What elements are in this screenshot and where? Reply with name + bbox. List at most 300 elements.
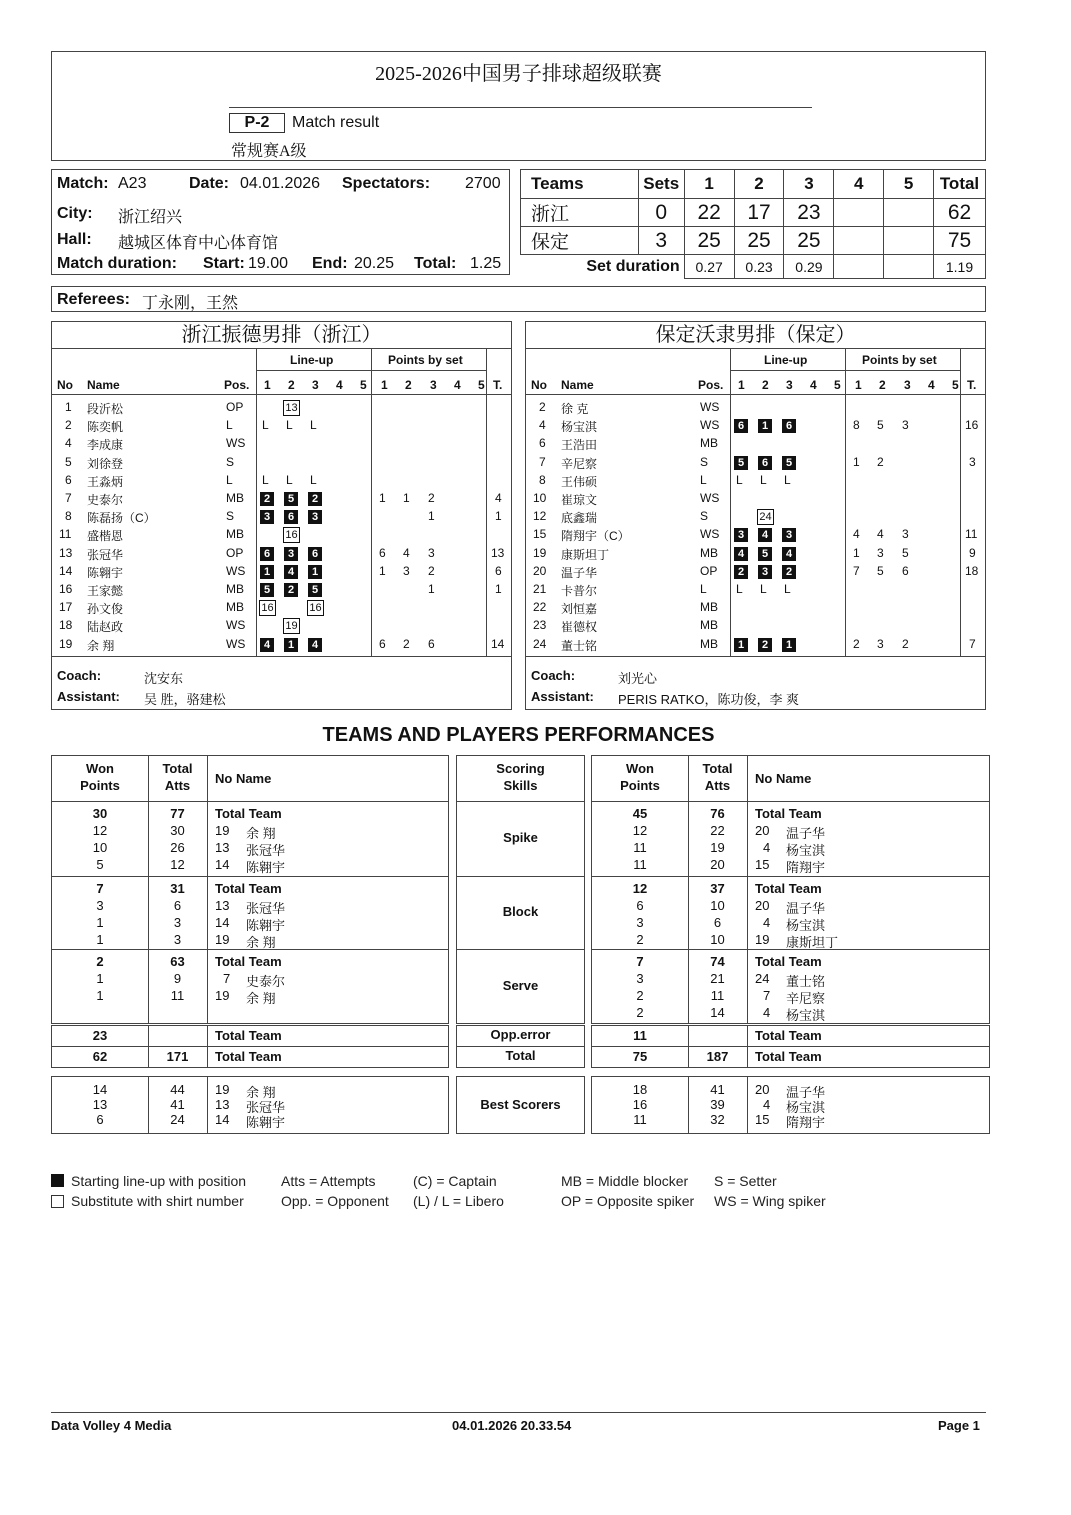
player-name: 史泰尔 bbox=[87, 493, 124, 507]
hall-label: Hall: bbox=[57, 231, 92, 248]
score-header-set4: 4 bbox=[834, 170, 884, 199]
player-number: 20 bbox=[533, 563, 547, 578]
player-number: 16 bbox=[59, 582, 73, 596]
set-points: 2 bbox=[902, 636, 909, 651]
hall-value: 越城区体育中心体育馆 bbox=[118, 235, 279, 252]
player-position: MB bbox=[700, 618, 718, 633]
player-number: 8 bbox=[65, 509, 72, 524]
player-name: 陆赵政 bbox=[87, 620, 124, 635]
won-points: 11 bbox=[633, 1112, 647, 1127]
won-points: 18 bbox=[632, 1082, 648, 1097]
lineup-set-header: 3 bbox=[786, 378, 793, 392]
won-points: 5 bbox=[96, 857, 104, 872]
col-pos-header: Pos. bbox=[698, 378, 724, 392]
referees-box bbox=[51, 286, 986, 312]
player-name: 杨宝淇 bbox=[786, 1008, 826, 1023]
perf-col-divider bbox=[207, 1047, 208, 1067]
player-name: 余 翔 bbox=[87, 638, 115, 653]
player-shirt-number: 19 bbox=[215, 988, 230, 1003]
starting-position: 2 bbox=[782, 565, 796, 579]
points-set-header: 2 bbox=[405, 378, 412, 392]
total-time: 1.25 bbox=[470, 255, 502, 272]
perf-col-divider bbox=[747, 1047, 748, 1067]
starting-position: 5 bbox=[284, 492, 298, 506]
score-set2: 17 bbox=[734, 199, 784, 227]
set-points: 1 bbox=[853, 454, 860, 469]
player-name: 张冠华 bbox=[87, 547, 124, 562]
lineup-set-header: 1 bbox=[264, 378, 271, 392]
player-total-points: 13 bbox=[491, 545, 505, 560]
starting-position: 6 bbox=[734, 419, 748, 433]
score-header-teams: Teams bbox=[521, 170, 639, 199]
score-row-home bbox=[521, 199, 986, 227]
legend-s: S = Setter bbox=[714, 1173, 777, 1189]
set-points: 6 bbox=[902, 563, 909, 578]
player-number: 1 bbox=[65, 400, 72, 414]
total-team-label: Total Team bbox=[215, 954, 282, 969]
set-points: 1 bbox=[853, 545, 860, 560]
player-shirt-number: 19 bbox=[755, 932, 770, 947]
opp-error-team-b bbox=[591, 1025, 990, 1047]
skill-name: Block bbox=[502, 904, 539, 919]
total-attempts: 10 bbox=[710, 898, 725, 913]
header-divider bbox=[229, 107, 812, 108]
perf-col-divider bbox=[747, 877, 748, 949]
set-points: 3 bbox=[877, 636, 884, 651]
player-number: 6 bbox=[539, 436, 546, 451]
total-team-label: Total Team bbox=[755, 954, 822, 969]
score-set3: 25 bbox=[784, 227, 834, 255]
lineup-set-header: 2 bbox=[762, 378, 769, 392]
player-number: 14 bbox=[59, 563, 73, 578]
player-number: 4 bbox=[539, 418, 546, 433]
points-set-header: 4 bbox=[454, 378, 461, 392]
perf-skill-cell bbox=[456, 801, 585, 877]
match-date: 04.01.2026 bbox=[240, 175, 321, 192]
player-name: 杨宝淇 bbox=[786, 1100, 826, 1115]
total-skill bbox=[456, 1046, 585, 1068]
perf-team-a-header bbox=[51, 755, 449, 802]
total-attempts: 171 bbox=[166, 1049, 189, 1064]
score-total: 75 bbox=[934, 227, 986, 255]
duration-label: Match duration: bbox=[57, 255, 177, 272]
player-name: 陈奕帆 bbox=[87, 420, 124, 435]
perf-block-team-a bbox=[51, 949, 449, 1024]
roster-footer-divider bbox=[52, 656, 511, 657]
player-name: 盛楷恩 bbox=[87, 529, 124, 544]
player-name: 隋翔宇（C） bbox=[561, 529, 630, 544]
set-points: 8 bbox=[853, 418, 860, 433]
score-sets: 0 bbox=[638, 199, 684, 227]
total-attempts: 24 bbox=[170, 1112, 185, 1127]
assistant-names: 吴 胜，骆建松 bbox=[144, 692, 226, 707]
col-atts-header: Total Atts bbox=[162, 761, 193, 793]
player-name: 李成康 bbox=[87, 438, 124, 453]
player-total-points: 6 bbox=[495, 563, 502, 578]
set-points: 2 bbox=[853, 636, 860, 651]
player-name: 隋翔宇 bbox=[786, 1115, 826, 1130]
col-won-header: Won Points bbox=[80, 761, 120, 793]
total-attempts: 22 bbox=[710, 823, 725, 838]
perf-skill-header bbox=[456, 755, 585, 802]
total-attempts: 3 bbox=[173, 932, 182, 947]
player-total-points: 4 bbox=[495, 491, 502, 505]
total-team-label: Total Team bbox=[215, 806, 282, 821]
perf-col-divider bbox=[747, 802, 748, 876]
perf-col-divider bbox=[207, 950, 208, 1023]
total-attempts: 6 bbox=[173, 898, 182, 913]
player-total-points: 7 bbox=[969, 636, 976, 651]
total-attempts: 19 bbox=[710, 840, 725, 855]
points-set-header: 1 bbox=[381, 378, 388, 392]
starting-position: 1 bbox=[734, 638, 748, 652]
end-label: End: bbox=[312, 255, 348, 272]
set-duration-3: 0.29 bbox=[784, 255, 834, 279]
player-name: 孙文俊 bbox=[87, 602, 124, 617]
score-set2: 25 bbox=[734, 227, 784, 255]
player-position: MB bbox=[700, 545, 718, 560]
player-position: MB bbox=[226, 527, 244, 542]
legend-libero: (L) / L = Libero bbox=[413, 1193, 504, 1209]
set-points: 2 bbox=[428, 491, 435, 505]
player-name: 辛尼察 bbox=[786, 991, 826, 1006]
set-duration-2: 0.23 bbox=[734, 255, 784, 279]
player-name: 余 翔 bbox=[246, 826, 276, 841]
skill-name: Best Scorers bbox=[480, 1097, 561, 1112]
score-table bbox=[520, 169, 986, 279]
total-attempts: 12 bbox=[170, 857, 185, 872]
total-attempts: 76 bbox=[710, 806, 725, 821]
total-attempts: 20 bbox=[710, 857, 725, 872]
libero-marker: L bbox=[262, 418, 269, 433]
roster-col-divider bbox=[256, 372, 257, 656]
col-total-header: T. bbox=[967, 378, 977, 392]
starting-position: 6 bbox=[260, 547, 274, 561]
player-total-points: 1 bbox=[495, 509, 502, 524]
player-number: 5 bbox=[65, 454, 72, 469]
points-set-header: 5 bbox=[952, 378, 959, 392]
phase-label: 常规赛A级 bbox=[231, 143, 307, 160]
player-shirt-number: 15 bbox=[755, 1112, 770, 1127]
player-position: MB bbox=[700, 436, 718, 451]
player-name: 段沂松 bbox=[87, 402, 124, 416]
player-position: S bbox=[226, 454, 235, 469]
starting-position: 5 bbox=[782, 456, 796, 470]
total-attempts: 44 bbox=[170, 1082, 185, 1097]
player-number: 7 bbox=[539, 454, 546, 469]
total-attempts: 11 bbox=[170, 988, 185, 1003]
set-duration-5 bbox=[884, 255, 934, 279]
player-name: 余 翔 bbox=[246, 1085, 276, 1100]
total-team-label: Total Team bbox=[215, 1028, 282, 1043]
player-number: 13 bbox=[59, 545, 73, 560]
perf-col-divider bbox=[207, 1077, 208, 1133]
starting-position: 5 bbox=[308, 583, 322, 597]
best-scorers-team-b bbox=[591, 1076, 990, 1134]
player-number: 4 bbox=[65, 436, 72, 451]
player-shirt-number: 19 bbox=[215, 932, 230, 947]
substitute-number: 16 bbox=[283, 527, 300, 543]
player-name: 杨宝淇 bbox=[561, 420, 598, 435]
won-points: 2 bbox=[636, 988, 644, 1003]
player-shirt-number: 20 bbox=[755, 823, 770, 838]
legend-mb: MB = Middle blocker bbox=[561, 1173, 689, 1189]
player-name: 温子华 bbox=[561, 565, 598, 580]
performances-title: TEAMS AND PLAYERS PERFORMANCES bbox=[322, 724, 715, 746]
won-points: 1 bbox=[96, 971, 104, 986]
player-number: 2 bbox=[65, 418, 72, 433]
total-team-label: Total Team bbox=[755, 1049, 822, 1064]
won-points: 13 bbox=[92, 1097, 108, 1112]
starting-position: 3 bbox=[284, 547, 298, 561]
perf-col-divider bbox=[747, 1026, 748, 1046]
substitute-number: 16 bbox=[307, 600, 324, 616]
set-points: 3 bbox=[403, 563, 410, 578]
set-duration-1: 0.27 bbox=[684, 255, 734, 279]
starting-position: 6 bbox=[758, 456, 772, 470]
player-shirt-number: 4 bbox=[763, 840, 771, 855]
perf-block-team-a bbox=[51, 801, 449, 877]
total-attempts: 77 bbox=[170, 806, 185, 821]
legend-captain: (C) = Captain bbox=[413, 1173, 497, 1189]
substitute-number: 19 bbox=[283, 618, 300, 634]
total-attempts: 6 bbox=[713, 915, 722, 930]
legend-ws: WS = Wing spiker bbox=[714, 1193, 826, 1209]
team-b-roster bbox=[525, 321, 986, 710]
starting-position: 4 bbox=[308, 638, 322, 652]
player-name: 辛尼察 bbox=[561, 456, 598, 471]
libero-marker: L bbox=[736, 582, 743, 596]
points-set-header: 2 bbox=[879, 378, 886, 392]
substitute-number: 16 bbox=[259, 600, 276, 616]
starting-position: 2 bbox=[260, 492, 274, 506]
date-label: Date: bbox=[189, 175, 230, 192]
match-info-box bbox=[51, 169, 510, 275]
score-team-name: 浙江 bbox=[521, 199, 639, 227]
col-won-header: Won Points bbox=[620, 761, 660, 793]
score-set1: 22 bbox=[684, 199, 734, 227]
player-name: 陈翱宇 bbox=[246, 860, 286, 875]
total-team-label: Total Team bbox=[215, 881, 282, 896]
total-attempts: 30 bbox=[170, 823, 185, 838]
best-scorers-skill bbox=[456, 1076, 585, 1134]
perf-col-divider bbox=[207, 1026, 208, 1046]
starting-position: 3 bbox=[758, 565, 772, 579]
total-attempts: 39 bbox=[710, 1097, 725, 1112]
header-box bbox=[51, 51, 986, 161]
legend-op: OP = Opposite spiker bbox=[561, 1193, 695, 1209]
score-sets: 3 bbox=[638, 227, 684, 255]
player-total-points: 1 bbox=[495, 582, 502, 596]
player-name: 王伟硕 bbox=[561, 474, 598, 489]
starting-position: 2 bbox=[758, 638, 772, 652]
set-points: 6 bbox=[428, 636, 435, 651]
player-shirt-number: 13 bbox=[215, 840, 230, 855]
assistant-names: PERIS RATKO，陈功俊，李 爽 bbox=[618, 692, 800, 707]
set-points: 1 bbox=[428, 582, 435, 596]
footer-page: Page 1 bbox=[938, 1418, 980, 1433]
player-name: 杨宝淇 bbox=[786, 843, 826, 858]
player-name: 王浩田 bbox=[561, 438, 598, 453]
player-shirt-number: 4 bbox=[763, 1097, 771, 1112]
footer-source: Data Volley 4 Media bbox=[51, 1418, 172, 1433]
libero-marker: L bbox=[760, 472, 767, 487]
libero-marker: L bbox=[760, 582, 767, 596]
starting-position: 1 bbox=[782, 638, 796, 652]
won-points: 11 bbox=[633, 857, 647, 872]
player-name: 崔德权 bbox=[561, 620, 598, 635]
won-points: 12 bbox=[632, 881, 648, 896]
player-number: 15 bbox=[533, 527, 547, 542]
set-points: 5 bbox=[902, 545, 909, 560]
spectators-label: Spectators: bbox=[342, 175, 431, 192]
libero-marker: L bbox=[736, 472, 743, 487]
player-shirt-number: 7 bbox=[763, 988, 771, 1003]
player-position: WS bbox=[226, 636, 246, 651]
perf-col-divider bbox=[148, 1026, 149, 1046]
points-set-header: 4 bbox=[928, 378, 935, 392]
total-team-b bbox=[591, 1046, 990, 1068]
set-points: 5 bbox=[877, 418, 884, 433]
city-label: City: bbox=[57, 205, 93, 222]
set-duration-4 bbox=[834, 255, 884, 279]
total-attempts: 26 bbox=[170, 840, 185, 855]
total-attempts: 41 bbox=[710, 1082, 725, 1097]
score-header-set5: 5 bbox=[884, 170, 934, 199]
doc-title: Match result bbox=[292, 114, 380, 131]
player-shirt-number: 14 bbox=[215, 915, 230, 930]
player-name: 张冠华 bbox=[246, 901, 286, 916]
set-duration-label: Set duration bbox=[521, 255, 685, 279]
set-points: 3 bbox=[877, 545, 884, 560]
starting-position: 4 bbox=[758, 528, 772, 542]
score-team-name: 保定 bbox=[521, 227, 639, 255]
player-number: 22 bbox=[533, 600, 547, 615]
starting-position: 5 bbox=[758, 547, 772, 561]
player-name: 底鑫瑞 bbox=[561, 511, 598, 526]
best-scorers-team-a bbox=[51, 1076, 449, 1134]
starting-position: 4 bbox=[284, 565, 298, 579]
libero-marker: L bbox=[784, 582, 791, 596]
total-attempts: 3 bbox=[173, 915, 182, 930]
points-by-set-header: Points by set bbox=[388, 353, 463, 367]
total-attempts: 11 bbox=[710, 988, 725, 1003]
player-name: 杨宝淇 bbox=[786, 918, 826, 933]
set-points: 6 bbox=[379, 636, 386, 651]
player-shirt-number: 24 bbox=[755, 971, 770, 986]
points-set-header: 1 bbox=[855, 378, 862, 392]
city-value: 浙江绍兴 bbox=[118, 209, 183, 226]
won-points: 16 bbox=[632, 1097, 648, 1112]
starting-position: 6 bbox=[782, 419, 796, 433]
player-position: MB bbox=[226, 582, 244, 596]
footer-timestamp: 04.01.2026 20.33.54 bbox=[452, 1418, 572, 1433]
player-number: 2 bbox=[539, 400, 546, 414]
points-set-header: 3 bbox=[904, 378, 911, 392]
total-team-label: Total Team bbox=[755, 806, 822, 821]
won-points: 75 bbox=[632, 1049, 648, 1064]
set-points: 4 bbox=[877, 527, 884, 542]
perf-block-team-b bbox=[591, 949, 990, 1024]
player-total-points: 18 bbox=[965, 563, 979, 578]
spectators-count: 2700 bbox=[465, 175, 501, 192]
won-points: 23 bbox=[92, 1028, 108, 1043]
substitute-swatch bbox=[51, 1195, 64, 1208]
player-name: 张冠华 bbox=[246, 1100, 286, 1115]
player-shirt-number: 14 bbox=[215, 1112, 230, 1127]
won-points: 14 bbox=[92, 1082, 108, 1097]
player-name: 陈翱宇 bbox=[246, 1115, 286, 1130]
coach-label: Coach: bbox=[57, 668, 102, 683]
starting-position: 6 bbox=[308, 547, 322, 561]
player-shirt-number: 14 bbox=[215, 857, 230, 872]
perf-col-divider bbox=[747, 950, 748, 1023]
score-set5 bbox=[884, 227, 934, 255]
skill-name: Total bbox=[505, 1048, 536, 1063]
col-pos-header: Pos. bbox=[224, 378, 250, 392]
player-name: 陈翱宇 bbox=[87, 565, 124, 580]
starting-position: 1 bbox=[284, 638, 298, 652]
lineup-set-header: 3 bbox=[312, 378, 319, 392]
team-b-title: 保定沃隶男排（保定） bbox=[526, 322, 985, 349]
total-team-a bbox=[51, 1046, 449, 1068]
player-total-points: 11 bbox=[965, 527, 978, 542]
perf-team-b-header bbox=[591, 755, 990, 802]
lineup-set-header: 4 bbox=[336, 378, 343, 392]
player-position: WS bbox=[226, 563, 246, 578]
referees-value: 丁永刚，王然 bbox=[142, 295, 239, 312]
won-points: 1 bbox=[96, 932, 104, 947]
skill-name: Opp.error bbox=[490, 1027, 551, 1042]
doc-code: P-2 bbox=[229, 113, 285, 133]
player-position: WS bbox=[700, 400, 720, 414]
player-name: 王淼炳 bbox=[87, 474, 124, 489]
starting-position: 2 bbox=[308, 492, 322, 506]
start-label: Start: bbox=[203, 255, 245, 272]
player-shirt-number: 7 bbox=[223, 971, 231, 986]
won-points: 45 bbox=[632, 806, 648, 821]
won-points: 1 bbox=[96, 915, 104, 930]
player-name: 隋翔宇 bbox=[786, 860, 826, 875]
starting-position: 3 bbox=[308, 510, 322, 524]
points-set-header: 5 bbox=[478, 378, 485, 392]
perf-skill-cell bbox=[456, 876, 585, 950]
set-points: 3 bbox=[902, 527, 909, 542]
won-points: 1 bbox=[96, 988, 104, 1003]
set-duration-total: 1.19 bbox=[934, 255, 986, 279]
starting-position: 2 bbox=[284, 583, 298, 597]
won-points: 2 bbox=[636, 932, 644, 947]
player-number: 21 bbox=[533, 582, 547, 596]
player-shirt-number: 19 bbox=[215, 1082, 230, 1097]
skill-name: Serve bbox=[502, 977, 539, 993]
player-position: WS bbox=[700, 418, 720, 433]
libero-marker: L bbox=[286, 418, 293, 433]
player-name: 董士铭 bbox=[561, 638, 598, 653]
total-label: Total: bbox=[414, 255, 457, 272]
player-number: 24 bbox=[533, 636, 547, 651]
score-set4 bbox=[834, 227, 884, 255]
end-time: 20.25 bbox=[354, 255, 395, 272]
col-name-header: No Name bbox=[755, 771, 812, 786]
roster-col-divider bbox=[730, 372, 731, 656]
libero-marker: L bbox=[286, 472, 293, 487]
player-number: 19 bbox=[59, 636, 73, 651]
col-no-header: No bbox=[57, 378, 73, 392]
col-total-header: T. bbox=[493, 378, 503, 392]
libero-marker: L bbox=[784, 472, 791, 487]
team-a-roster bbox=[51, 321, 512, 710]
